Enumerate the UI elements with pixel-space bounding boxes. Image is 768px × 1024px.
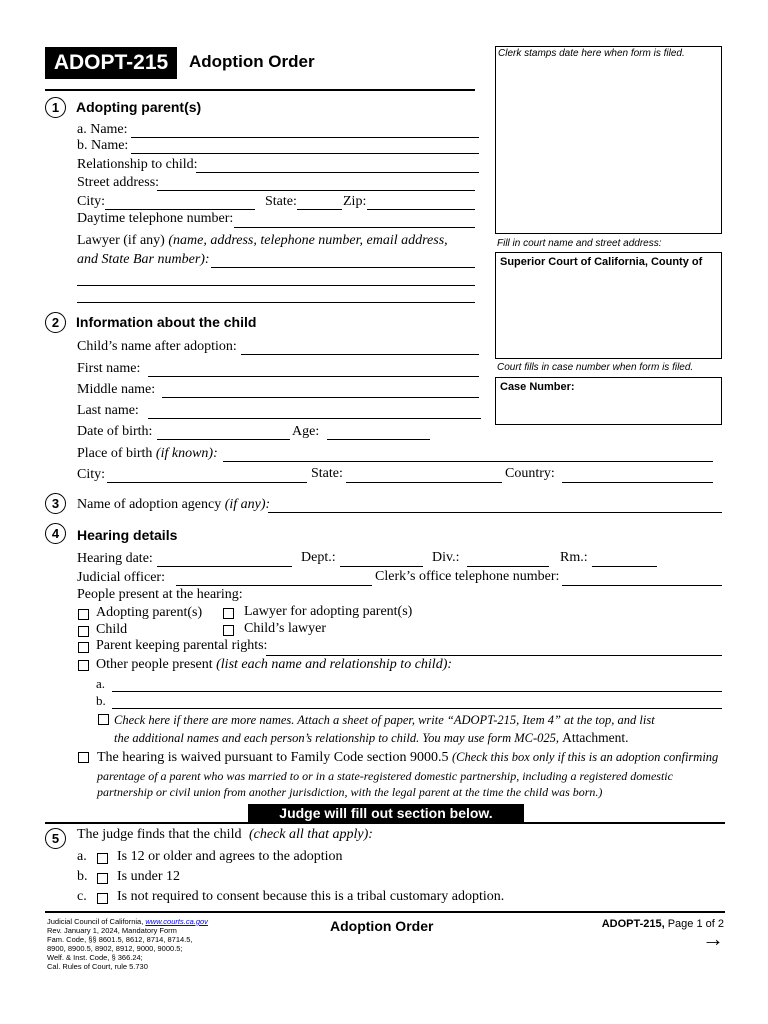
field-parent-keeping[interactable] bbox=[266, 655, 722, 656]
lawyer-label-text: Lawyer (if any) bbox=[77, 233, 165, 248]
field-name-after[interactable] bbox=[241, 354, 479, 355]
agency-label-text: Name of adoption agency bbox=[77, 497, 222, 512]
footer-form-code: ADOPT-215, bbox=[601, 918, 665, 930]
label-hearing-date: Hearing date: bbox=[77, 551, 153, 566]
label-state-1: State: bbox=[265, 194, 297, 209]
field-hearing-date[interactable] bbox=[157, 566, 292, 567]
field-city-2[interactable] bbox=[107, 482, 307, 483]
field-age[interactable] bbox=[327, 439, 430, 440]
field-pob[interactable] bbox=[223, 461, 713, 462]
section-1-title: Adopting parent(s) bbox=[76, 99, 202, 115]
label-city-1: City: bbox=[77, 194, 106, 209]
letter-5b: b. bbox=[77, 869, 88, 884]
label-phone: Daytime telephone number: bbox=[77, 211, 234, 226]
label-other-b: b. bbox=[96, 693, 106, 708]
checkbox-child[interactable] bbox=[78, 626, 89, 637]
label-first-name: First name: bbox=[77, 361, 141, 376]
checkbox-more-names[interactable] bbox=[98, 714, 109, 725]
next-page-arrow-icon[interactable]: → bbox=[702, 926, 724, 951]
judge-rule bbox=[45, 822, 725, 824]
footer-codes-4: Cal. Rules of Court, rule 5.730 bbox=[47, 962, 148, 971]
footer-page-number: Page 1 of 2 bbox=[667, 918, 724, 930]
checkbox-5c[interactable] bbox=[97, 893, 108, 904]
label-age: Age: bbox=[292, 424, 320, 439]
checkbox-parent-keeping[interactable] bbox=[78, 642, 89, 653]
footer-council-link[interactable]: www.courts.ca.gov bbox=[145, 917, 208, 926]
clerk-stamp-box bbox=[495, 46, 722, 234]
hearing-waived-hint-2: parentage of a parent who was married to or in a state-registered domestic partnership, including a registered domestic bbox=[97, 769, 673, 783]
checkbox-other-people[interactable] bbox=[78, 660, 89, 671]
label-rm: Rm.: bbox=[560, 550, 588, 565]
label-pob bbox=[77, 446, 218, 462]
header-rule bbox=[45, 89, 475, 91]
label-hearing-waived bbox=[97, 750, 718, 766]
field-street[interactable] bbox=[157, 190, 475, 191]
field-judicial-officer[interactable] bbox=[176, 585, 372, 586]
form-title: Adoption Order bbox=[189, 52, 315, 71]
more-names-text-2 bbox=[114, 729, 629, 747]
section-3-number: 3 bbox=[45, 493, 66, 514]
label-relationship: Relationship to child: bbox=[77, 157, 198, 172]
field-div[interactable] bbox=[467, 566, 549, 567]
field-lawyer-1[interactable] bbox=[211, 267, 475, 268]
field-lawyer-2[interactable] bbox=[77, 285, 475, 286]
field-rm[interactable] bbox=[592, 566, 657, 567]
section-5-hint: (check all that apply): bbox=[248, 827, 373, 842]
section-5-title bbox=[77, 827, 373, 843]
case-number-label: Case Number: bbox=[500, 381, 575, 393]
label-name-after: Child’s name after adoption: bbox=[77, 339, 237, 354]
hearing-waived-text: The hearing is waived pursuant to Family Code section 9000.5 bbox=[97, 750, 449, 765]
checkbox-5b[interactable] bbox=[97, 873, 108, 884]
label-country: Country: bbox=[505, 466, 555, 481]
label-lawyer-parents: Lawyer for adopting parent(s) bbox=[244, 604, 413, 619]
field-phone[interactable] bbox=[234, 227, 475, 228]
footer-codes-1: Fam. Code, §§ 8601.5, 8612, 8714, 8714.5, bbox=[47, 935, 193, 944]
label-dob: Date of birth: bbox=[77, 424, 153, 439]
case-number-box[interactable] bbox=[495, 377, 722, 425]
section-2-number: 2 bbox=[45, 312, 66, 333]
field-state-2[interactable] bbox=[346, 482, 502, 483]
label-people-present: People present at the hearing: bbox=[77, 587, 243, 602]
label-last-name: Last name: bbox=[77, 403, 139, 418]
footer-rule bbox=[45, 911, 725, 913]
label-judicial-officer: Judicial officer: bbox=[77, 570, 165, 585]
field-clerk-phone[interactable] bbox=[562, 585, 722, 586]
checkbox-adopting-parents[interactable] bbox=[78, 609, 89, 620]
field-state-1[interactable] bbox=[297, 209, 342, 210]
label-other-a: a. bbox=[96, 676, 106, 691]
field-name-a[interactable] bbox=[131, 137, 479, 138]
section-4-number: 4 bbox=[45, 523, 66, 544]
section-2-title: Information about the child bbox=[76, 314, 257, 330]
section-5-number: 5 bbox=[45, 828, 66, 849]
label-name-a: a. Name: bbox=[77, 122, 128, 137]
court-name-text: Superior Court of California, County of bbox=[500, 256, 703, 268]
footer-title: Adoption Order bbox=[330, 918, 434, 934]
label-other-people bbox=[96, 657, 452, 673]
label-clerk-phone: Clerk’s office telephone number: bbox=[375, 569, 560, 584]
label-street: Street address: bbox=[77, 175, 160, 190]
label-zip-1: Zip: bbox=[343, 194, 367, 209]
label-agency bbox=[77, 497, 270, 513]
field-relationship[interactable] bbox=[196, 172, 479, 173]
letter-5c: c. bbox=[77, 889, 87, 904]
footer-rev: Rev. January 1, 2024, Mandatory Form bbox=[47, 926, 177, 935]
footer-council: Judicial Council of California, bbox=[47, 917, 144, 926]
footer-citations bbox=[47, 917, 247, 971]
section-1-number: 1 bbox=[45, 97, 66, 118]
field-name-b[interactable] bbox=[131, 153, 479, 154]
footer-codes-2: 8900, 8900.5, 8902, 8912, 9000, 9000.5; bbox=[47, 944, 183, 953]
clerk-stamp-label: Clerk stamps date here when form is filed. bbox=[498, 48, 685, 59]
field-agency[interactable] bbox=[268, 512, 722, 513]
field-first-name[interactable] bbox=[148, 376, 479, 377]
field-other-a[interactable] bbox=[112, 691, 722, 692]
footer-codes-3: Welf. & Inst. Code, § 366.24; bbox=[47, 953, 143, 962]
section-4-title: Hearing details bbox=[77, 527, 178, 543]
judge-banner: Judge will fill out section below. bbox=[248, 804, 524, 822]
checkbox-child-lawyer[interactable] bbox=[223, 625, 234, 636]
label-parent-keeping: Parent keeping parental rights: bbox=[96, 638, 268, 653]
section-5-title-text: The judge finds that the child bbox=[77, 827, 242, 842]
other-people-text: Other people present bbox=[96, 657, 213, 672]
label-5c: Is not required to consent because this is a tribal customary adoption. bbox=[117, 889, 505, 904]
checkbox-lawyer-parents[interactable] bbox=[223, 608, 234, 619]
checkbox-hearing-waived[interactable] bbox=[78, 752, 89, 763]
label-city-2: City: bbox=[77, 467, 106, 482]
more-names-attachment: Attachment. bbox=[562, 730, 629, 745]
more-names-line-2: the additional names and each person’s relationship to child. You may use form MC-025, bbox=[114, 731, 560, 745]
other-people-hint: (list each name and relationship to child): bbox=[216, 657, 453, 672]
label-state-2: State: bbox=[311, 466, 343, 481]
label-dept: Dept.: bbox=[301, 550, 336, 565]
field-city-1[interactable] bbox=[105, 209, 255, 210]
court-name-label: Fill in court name and street address: bbox=[497, 238, 662, 249]
label-name-b: b. Name: bbox=[77, 138, 129, 153]
lawyer-hint-2: and State Bar number): bbox=[77, 252, 210, 267]
field-country[interactable] bbox=[562, 482, 713, 483]
field-dob[interactable] bbox=[157, 439, 290, 440]
agency-hint: (if any): bbox=[224, 497, 271, 512]
hearing-waived-hint: (Check this box only if this is an adoption confirming bbox=[452, 750, 719, 764]
field-dept[interactable] bbox=[340, 566, 423, 567]
field-zip-1[interactable] bbox=[367, 209, 475, 210]
label-5a: Is 12 or older and agrees to the adoption bbox=[117, 849, 343, 864]
field-last-name[interactable] bbox=[148, 418, 481, 419]
pob-hint: (if known): bbox=[155, 446, 218, 461]
letter-5a: a. bbox=[77, 849, 87, 864]
label-5b: Is under 12 bbox=[117, 869, 180, 884]
label-child: Child bbox=[96, 622, 128, 637]
label-child-lawyer: Child’s lawyer bbox=[244, 621, 327, 636]
case-number-note: Court fills in case number when form is filed. bbox=[497, 362, 694, 373]
label-middle-name: Middle name: bbox=[77, 382, 156, 397]
court-name-box[interactable] bbox=[495, 252, 722, 359]
field-middle-name[interactable] bbox=[162, 397, 479, 398]
label-lawyer bbox=[77, 233, 448, 249]
field-lawyer-3[interactable] bbox=[77, 302, 475, 303]
hearing-waived-hint-3: partnership or civil union from another jurisdiction, with the legal parent at the time the child was born.) bbox=[97, 785, 603, 799]
checkbox-5a[interactable] bbox=[97, 853, 108, 864]
more-names-text: Check here if there are more names. Attach a sheet of paper, write “ADOPT-215, Item 4” at the top, and list bbox=[114, 713, 655, 727]
field-other-b[interactable] bbox=[112, 708, 722, 709]
label-div: Div.: bbox=[432, 550, 460, 565]
pob-label-text: Place of birth bbox=[77, 446, 153, 461]
lawyer-hint: (name, address, telephone number, email address, bbox=[168, 233, 448, 248]
form-code-badge: ADOPT-215 bbox=[45, 47, 177, 79]
label-adopting-parents: Adopting parent(s) bbox=[96, 605, 203, 620]
footer-council-line bbox=[47, 917, 247, 926]
